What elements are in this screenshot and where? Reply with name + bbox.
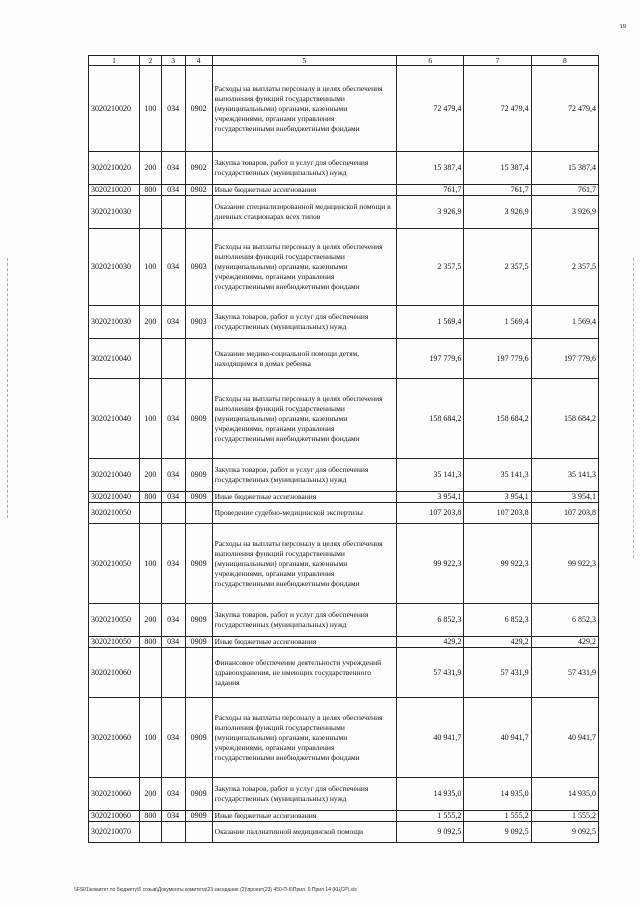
table-row bbox=[89, 196, 599, 229]
rzpr-cell: 0902 bbox=[185, 152, 212, 185]
kcsr-cell: 3020210030 bbox=[89, 196, 140, 229]
amount-cell: 6 852,3 bbox=[531, 604, 598, 637]
vr-cell bbox=[140, 339, 162, 379]
amount-cell: 158 684,2 bbox=[531, 379, 598, 459]
rzpr-cell bbox=[185, 339, 212, 379]
name-cell: Расходы на выплаты персоналу в целях обеспечения выполнения функций государственными (муниципальными) органами, казенными учреждениями, органами управления государственными внебюджетными фондами bbox=[212, 229, 396, 306]
kcsr-cell: 3020210040 bbox=[89, 492, 140, 503]
kcsr-cell: 3020210060 bbox=[89, 648, 140, 698]
grbs-cell: 034 bbox=[161, 229, 185, 306]
amount-cell: 9 092,5 bbox=[397, 822, 464, 843]
header-cell: 1 bbox=[89, 56, 140, 66]
header-cell: 3 bbox=[161, 56, 185, 66]
amount-cell: 761,7 bbox=[464, 185, 531, 196]
amount-cell: 72 479,4 bbox=[464, 66, 531, 152]
grbs-cell: 034 bbox=[161, 524, 185, 604]
rzpr-cell: 0909 bbox=[185, 637, 212, 648]
header-cell: 8 bbox=[531, 56, 598, 66]
name-cell: Оказание специализированной медицинской помощи в дневных стационарах всех типов bbox=[212, 196, 396, 229]
amount-cell: 107 203,8 bbox=[397, 503, 464, 524]
amount-cell: 2 357,5 bbox=[464, 229, 531, 306]
vr-cell: 100 bbox=[140, 698, 162, 778]
amount-cell: 57 431,9 bbox=[531, 648, 598, 698]
amount-cell: 14 935,0 bbox=[531, 778, 598, 811]
grbs-cell: 034 bbox=[161, 811, 185, 822]
rzpr-cell: 0909 bbox=[185, 459, 212, 492]
header-row bbox=[89, 56, 599, 66]
amount-cell: 761,7 bbox=[397, 185, 464, 196]
header-cell: 6 bbox=[397, 56, 464, 66]
vr-cell: 200 bbox=[140, 459, 162, 492]
amount-cell: 1 555,2 bbox=[397, 811, 464, 822]
amount-cell: 158 684,2 bbox=[397, 379, 464, 459]
amount-cell: 1 555,2 bbox=[531, 811, 598, 822]
kcsr-cell: 3020210050 bbox=[89, 524, 140, 604]
rzpr-cell: 0909 bbox=[185, 778, 212, 811]
table-row bbox=[89, 604, 599, 637]
amount-cell: 57 431,9 bbox=[464, 648, 531, 698]
grbs-cell: 034 bbox=[161, 637, 185, 648]
vr-cell: 200 bbox=[140, 152, 162, 185]
amount-cell: 429,2 bbox=[464, 637, 531, 648]
table-row bbox=[89, 229, 599, 306]
table-row bbox=[89, 778, 599, 811]
kcsr-cell: 3020210020 bbox=[89, 66, 140, 152]
table-row bbox=[89, 637, 599, 648]
scan-margin-marks bbox=[7, 258, 10, 518]
amount-cell: 107 203,8 bbox=[464, 503, 531, 524]
kcsr-cell: 3020210020 bbox=[89, 152, 140, 185]
grbs-cell: 034 bbox=[161, 778, 185, 811]
vr-cell: 100 bbox=[140, 229, 162, 306]
amount-cell: 3 926,9 bbox=[531, 196, 598, 229]
amount-cell: 40 941,7 bbox=[464, 698, 531, 778]
amount-cell: 2 357,5 bbox=[397, 229, 464, 306]
grbs-cell bbox=[161, 196, 185, 229]
header-cell: 2 bbox=[140, 56, 162, 66]
grbs-cell: 034 bbox=[161, 306, 185, 339]
amount-cell: 1 569,4 bbox=[397, 306, 464, 339]
kcsr-cell: 3020210050 bbox=[89, 637, 140, 648]
amount-cell: 197 779,6 bbox=[464, 339, 531, 379]
amount-cell: 1 555,2 bbox=[464, 811, 531, 822]
kcsr-cell: 3020210030 bbox=[89, 306, 140, 339]
name-cell: Иные бюджетные ассигнования bbox=[212, 637, 396, 648]
amount-cell: 99 922,3 bbox=[531, 524, 598, 604]
grbs-cell bbox=[161, 648, 185, 698]
table-row bbox=[89, 152, 599, 185]
amount-cell: 761,7 bbox=[531, 185, 598, 196]
name-cell: Закупка товаров, работ и услуг для обеспечения государственных (муниципальных) нужд bbox=[212, 459, 396, 492]
name-cell: Закупка товаров, работ и услуг для обеспечения государственных (муниципальных) нужд bbox=[212, 306, 396, 339]
grbs-cell: 034 bbox=[161, 604, 185, 637]
vr-cell: 800 bbox=[140, 811, 162, 822]
amount-cell: 3 926,9 bbox=[397, 196, 464, 229]
amount-cell: 9 092,5 bbox=[464, 822, 531, 843]
rzpr-cell: 0909 bbox=[185, 604, 212, 637]
rzpr-cell: 0909 bbox=[185, 379, 212, 459]
name-cell: Расходы на выплаты персоналу в целях обеспечения выполнения функций государственными (муниципальными) органами, казенными учреждениями, органами управления государственными внебюджетными фондами bbox=[212, 524, 396, 604]
kcsr-cell: 3020210030 bbox=[89, 229, 140, 306]
name-cell: Финансовое обеспечение деятельности учреждений здравоохранения, не имеющих государственного задания bbox=[212, 648, 396, 698]
vr-cell: 100 bbox=[140, 379, 162, 459]
rzpr-cell: 0909 bbox=[185, 811, 212, 822]
amount-cell: 14 935,0 bbox=[397, 778, 464, 811]
table-row bbox=[89, 822, 599, 843]
table-row bbox=[89, 503, 599, 524]
amount-cell: 3 954,1 bbox=[531, 492, 598, 503]
budget-table bbox=[88, 55, 599, 843]
vr-cell: 800 bbox=[140, 185, 162, 196]
grbs-cell bbox=[161, 339, 185, 379]
vr-cell bbox=[140, 503, 162, 524]
amount-cell: 99 922,3 bbox=[397, 524, 464, 604]
name-cell: Иные бюджетные ассигнования bbox=[212, 185, 396, 196]
name-cell: Расходы на выплаты персоналу в целях обеспечения выполнения функций государственными (муниципальными) органами, казенными учреждениями, органами управления государственными внебюджетными фондами bbox=[212, 698, 396, 778]
header-cell: 5 bbox=[212, 56, 396, 66]
rzpr-cell: 0903 bbox=[185, 306, 212, 339]
amount-cell: 40 941,7 bbox=[531, 698, 598, 778]
kcsr-cell: 3020210040 bbox=[89, 379, 140, 459]
amount-cell: 15 387,4 bbox=[464, 152, 531, 185]
name-cell: Расходы на выплаты персоналу в целях обеспечения выполнения функций государственными (муниципальными) органами, казенными учреждениями, органами управления государственными внебюджетными фондами bbox=[212, 66, 396, 152]
name-cell: Закупка товаров, работ и услуг для обеспечения государственных (муниципальных) нужд bbox=[212, 778, 396, 811]
table-row bbox=[89, 379, 599, 459]
amount-cell: 15 387,4 bbox=[397, 152, 464, 185]
grbs-cell: 034 bbox=[161, 379, 185, 459]
amount-cell: 3 954,1 bbox=[397, 492, 464, 503]
rzpr-cell: 0909 bbox=[185, 524, 212, 604]
name-cell: Проведение судебно-медицинской экспертизы bbox=[212, 503, 396, 524]
table-row bbox=[89, 524, 599, 604]
amount-cell: 72 479,4 bbox=[397, 66, 464, 152]
kcsr-cell: 3020210040 bbox=[89, 459, 140, 492]
table-row bbox=[89, 459, 599, 492]
vr-cell: 800 bbox=[140, 637, 162, 648]
amount-cell: 6 852,3 bbox=[397, 604, 464, 637]
grbs-cell bbox=[161, 822, 185, 843]
rzpr-cell bbox=[185, 822, 212, 843]
grbs-cell: 034 bbox=[161, 66, 185, 152]
rzpr-cell: 0902 bbox=[185, 185, 212, 196]
rzpr-cell: 0909 bbox=[185, 492, 212, 503]
amount-cell: 40 941,7 bbox=[397, 698, 464, 778]
amount-cell: 3 954,1 bbox=[464, 492, 531, 503]
vr-cell bbox=[140, 648, 162, 698]
amount-cell: 1 569,4 bbox=[464, 306, 531, 339]
name-cell: Оказание паллиативной медицинской помощи bbox=[212, 822, 396, 843]
vr-cell: 100 bbox=[140, 66, 162, 152]
vr-cell: 800 bbox=[140, 492, 162, 503]
table-row bbox=[89, 811, 599, 822]
grbs-cell: 034 bbox=[161, 459, 185, 492]
amount-cell: 197 779,6 bbox=[397, 339, 464, 379]
name-cell: Иные бюджетные ассигнования bbox=[212, 492, 396, 503]
kcsr-cell: 3020210020 bbox=[89, 185, 140, 196]
vr-cell: 200 bbox=[140, 306, 162, 339]
name-cell: Расходы на выплаты персоналу в целях обеспечения выполнения функций государственными (муниципальными) органами, казенными учреждениями, органами управления государственными внебюджетными фондами bbox=[212, 379, 396, 459]
scan-margin-marks-right bbox=[633, 258, 636, 558]
kcsr-cell: 3020210060 bbox=[89, 811, 140, 822]
table-row bbox=[89, 492, 599, 503]
page-number: 19 bbox=[619, 23, 626, 30]
rzpr-cell bbox=[185, 196, 212, 229]
amount-cell: 14 935,0 bbox=[464, 778, 531, 811]
amount-cell: 35 141,3 bbox=[397, 459, 464, 492]
amount-cell: 429,2 bbox=[531, 637, 598, 648]
name-cell: Закупка товаров, работ и услуг для обеспечения государственных (муниципальных) нужд bbox=[212, 604, 396, 637]
grbs-cell bbox=[161, 503, 185, 524]
amount-cell: 99 922,3 bbox=[464, 524, 531, 604]
vr-cell bbox=[140, 822, 162, 843]
kcsr-cell: 3020210050 bbox=[89, 604, 140, 637]
header-cell: 4 bbox=[185, 56, 212, 66]
table-row bbox=[89, 66, 599, 152]
name-cell: Закупка товаров, работ и услуг для обеспечения государственных (муниципальных) нужд bbox=[212, 152, 396, 185]
grbs-cell: 034 bbox=[161, 698, 185, 778]
kcsr-cell: 3020210060 bbox=[89, 698, 140, 778]
amount-cell: 197 779,6 bbox=[531, 339, 598, 379]
rzpr-cell: 0902 bbox=[185, 66, 212, 152]
table-row bbox=[89, 648, 599, 698]
amount-cell: 9 092,5 bbox=[531, 822, 598, 843]
vr-cell: 100 bbox=[140, 524, 162, 604]
table-row bbox=[89, 306, 599, 339]
amount-cell: 2 357,5 bbox=[531, 229, 598, 306]
table-row bbox=[89, 698, 599, 778]
amount-cell: 1 569,4 bbox=[531, 306, 598, 339]
amount-cell: 6 852,3 bbox=[464, 604, 531, 637]
header-cell: 7 bbox=[464, 56, 531, 66]
amount-cell: 15 387,4 bbox=[531, 152, 598, 185]
amount-cell: 72 479,4 bbox=[531, 66, 598, 152]
amount-cell: 3 926,9 bbox=[464, 196, 531, 229]
kcsr-cell: 3020210040 bbox=[89, 339, 140, 379]
grbs-cell: 034 bbox=[161, 492, 185, 503]
amount-cell: 107 203,8 bbox=[531, 503, 598, 524]
amount-cell: 429,2 bbox=[397, 637, 464, 648]
rzpr-cell bbox=[185, 503, 212, 524]
rzpr-cell: 0909 bbox=[185, 698, 212, 778]
amount-cell: 35 141,3 bbox=[464, 459, 531, 492]
table-row bbox=[89, 185, 599, 196]
amount-cell: 35 141,3 bbox=[531, 459, 598, 492]
amount-cell: 158 684,2 bbox=[464, 379, 531, 459]
kcsr-cell: 3020210060 bbox=[89, 778, 140, 811]
amount-cell: 57 431,9 bbox=[397, 648, 464, 698]
table-row bbox=[89, 339, 599, 379]
grbs-cell: 034 bbox=[161, 185, 185, 196]
rzpr-cell: 0903 bbox=[185, 229, 212, 306]
name-cell: Оказание медико-социальной помощи детям, находящимся в домах ребенка bbox=[212, 339, 396, 379]
rzpr-cell bbox=[185, 648, 212, 698]
kcsr-cell: 3020210050 bbox=[89, 503, 140, 524]
vr-cell bbox=[140, 196, 162, 229]
file-path-footer: \\FS01\комитет по бюджету\6 созыв\Документы комитета\23 заседание (2)\проект(23) 450-П-6\Прил. 9 Прил 14 (КЦСР).xls bbox=[74, 887, 357, 893]
kcsr-cell: 3020210070 bbox=[89, 822, 140, 843]
name-cell: Иные бюджетные ассигнования bbox=[212, 811, 396, 822]
grbs-cell: 034 bbox=[161, 152, 185, 185]
vr-cell: 200 bbox=[140, 604, 162, 637]
vr-cell: 200 bbox=[140, 778, 162, 811]
